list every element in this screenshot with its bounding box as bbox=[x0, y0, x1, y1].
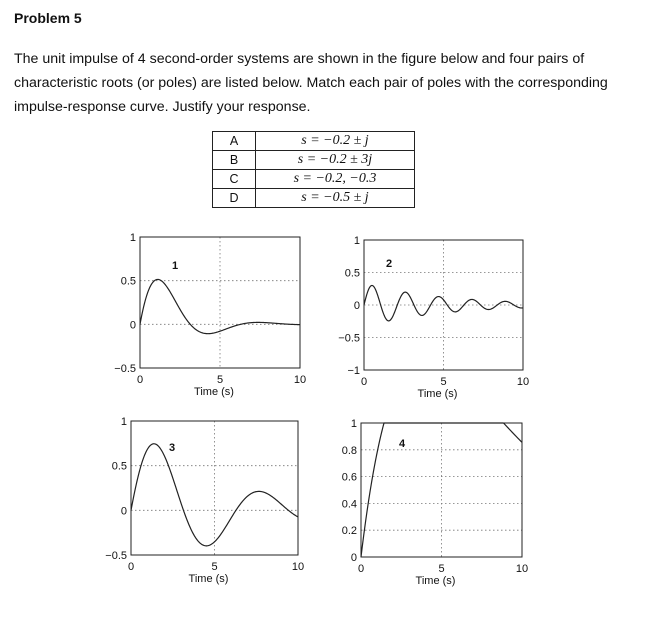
y-tick-label: −0.5 bbox=[105, 550, 127, 562]
plot-number-label: 4 bbox=[399, 438, 406, 450]
x-tick-label: 0 bbox=[360, 376, 368, 388]
x-tick-label: 5 bbox=[216, 374, 224, 386]
pole-values: s = −0.5 ± j bbox=[256, 189, 415, 208]
y-tick-label: −1 bbox=[347, 365, 360, 377]
chart-panel-2 bbox=[338, 235, 529, 400]
x-axis-label: Time (s) bbox=[417, 388, 458, 400]
problem-heading: Problem 5 bbox=[14, 10, 82, 26]
y-tick-label: 1 bbox=[350, 418, 357, 430]
x-tick-label: 0 bbox=[127, 561, 135, 573]
chart-panel-3 bbox=[105, 416, 304, 585]
chart-panel-4 bbox=[342, 418, 528, 587]
x-tick-label: 5 bbox=[438, 563, 445, 575]
y-tick-label: 0.5 bbox=[120, 275, 136, 288]
x-tick-label: 10 bbox=[293, 374, 307, 386]
y-tick-label: 0.5 bbox=[344, 267, 360, 280]
y-tick-label: 0.8 bbox=[341, 444, 357, 457]
x-tick-label: 5 bbox=[440, 376, 447, 388]
problem-text: The unit impulse of 4 second-order systems are shown in the figure below and four pairs of characteristic roots (or poles) are listed below. Match each pair of poles with the corresponding impulse-response curve. Justify your response. bbox=[14, 51, 608, 115]
pole-values: s = −0.2 ± 3j bbox=[256, 151, 415, 170]
pole-label: A bbox=[213, 132, 256, 151]
y-tick-label: 0.5 bbox=[111, 460, 127, 473]
y-tick-label: 1 bbox=[129, 232, 136, 244]
x-tick-label: 5 bbox=[211, 561, 218, 573]
y-tick-label: 0.2 bbox=[341, 525, 357, 538]
x-axis-label: Time (s) bbox=[194, 386, 234, 398]
plot-number-label: 1 bbox=[172, 260, 179, 272]
pole-label: B bbox=[213, 151, 256, 170]
y-tick-label: 0 bbox=[353, 300, 360, 312]
x-tick-label: 10 bbox=[291, 561, 305, 573]
x-tick-label: 0 bbox=[357, 563, 365, 575]
plot-number-label: 2 bbox=[386, 258, 393, 270]
y-tick-label: 1 bbox=[353, 235, 360, 247]
y-tick-label: 0 bbox=[129, 319, 136, 332]
chart-panel-1 bbox=[114, 232, 306, 398]
pole-label: C bbox=[213, 170, 256, 189]
pole-label: D bbox=[213, 189, 256, 208]
y-tick-label: 0.6 bbox=[341, 471, 357, 484]
x-axis-label: Time (s) bbox=[188, 573, 229, 585]
x-axis-label: Time (s) bbox=[415, 575, 456, 587]
y-tick-label: 0 bbox=[120, 505, 127, 518]
x-tick-label: 10 bbox=[516, 376, 530, 388]
y-tick-label: 0.4 bbox=[341, 498, 357, 511]
pole-values: s = −0.2 ± j bbox=[256, 132, 415, 151]
impulse-response-line bbox=[131, 444, 298, 546]
pole-values: s = −0.2, −0.3 bbox=[256, 170, 415, 189]
y-tick-label: −0.5 bbox=[338, 332, 360, 345]
plot-number-label: 3 bbox=[169, 442, 176, 454]
y-tick-label: −0.5 bbox=[114, 363, 136, 375]
x-tick-label: 0 bbox=[136, 374, 144, 386]
x-tick-label: 10 bbox=[515, 563, 529, 575]
impulse-response-line bbox=[364, 285, 523, 320]
y-tick-label: 1 bbox=[120, 416, 127, 428]
y-tick-label: 0 bbox=[350, 552, 357, 564]
